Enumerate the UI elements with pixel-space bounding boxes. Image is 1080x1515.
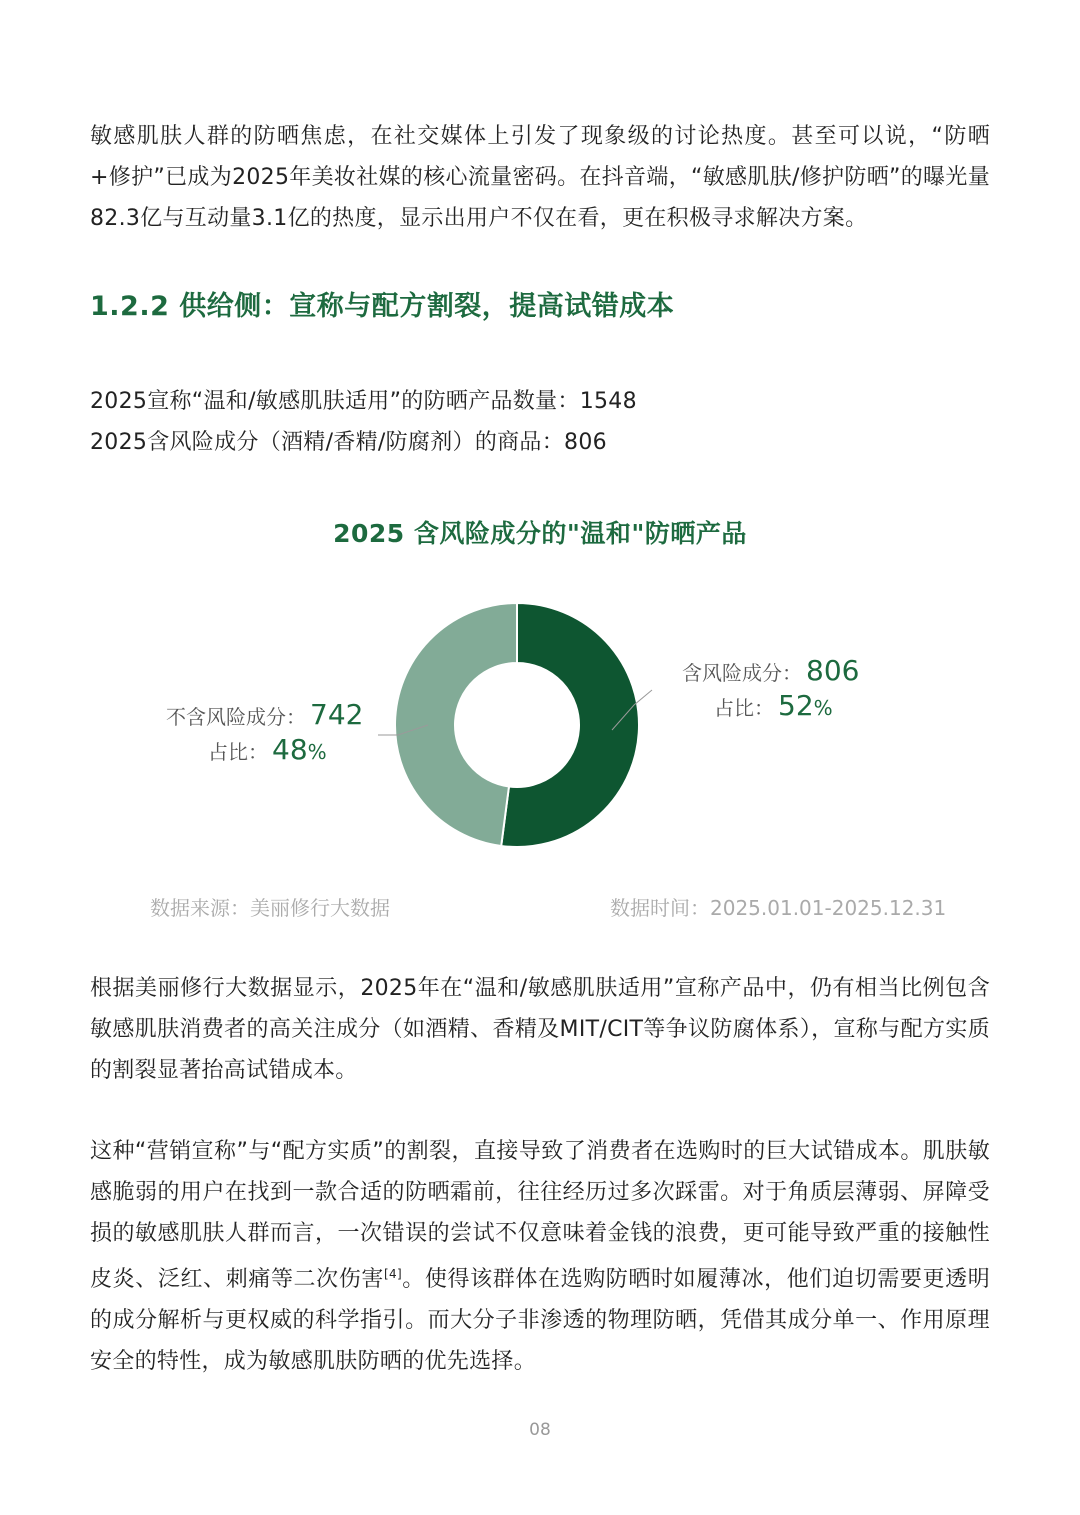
intro-paragraph: 敏感肌肤人群的防晒焦虑，在社交媒体上引发了现象级的讨论热度。甚至可以说，“防晒+修护”已成为2025年美妆社媒的核心流量密码。在抖音端，“敏感肌肤/修护防晒”的曝光量82.3亿与互动量3.1亿的热度，显示出用户不仅在看，更在积极寻求解决方案。: [90, 124, 990, 231]
donut-slice-0: [501, 603, 639, 847]
share-label: 占比：: [208, 740, 268, 764]
chart-title: 2025 含风险成分的"温和"防晒产品: [333, 519, 747, 548]
label-separator: ：: [286, 705, 306, 729]
slice-name: 不含风险成分: [166, 705, 286, 729]
donut-slice-1: [395, 603, 517, 846]
conclusion-text-part1: 这种“营销宣称”与“配方实质”的割裂，直接导致了消费者在选购时的巨大试错成本。肌肤敏感脆弱的用户在找到一款合适的防晒霜前，往往经历过多次踩雷。对于角质层薄弱、屏障受损的敏感肌肤人群而言，一次错误的尝试不仅意味着金钱的浪费，更可能导致严重的接触性皮炎、泛红、刺痛等二次伤害: [90, 1139, 990, 1292]
analysis-paragraph: 根据美丽修行大数据显示，2025年在“温和/敏感肌肤适用”宣称产品中，仍有相当比例包含敏感肌肤消费者的高关注成分（如酒精、香精及MIT/CIT等争议防腐体系），宣称与配方实质的割裂显著抬高试错成本。: [90, 976, 990, 1083]
donut-chart: [0, 560, 1080, 900]
stat-value: 806: [564, 430, 607, 455]
stat-label: 2025宣称“温和/敏感肌肤适用”的防晒产品数量：: [90, 389, 580, 414]
conclusion-text-part2: 。使得该群体在选购防晒时如履薄冰，他们迫切需要更透明的成分解析与更权威的科学指引。而大分子非渗透的物理防晒，凭借其成分单一、作用原理安全的特性，成为敏感肌肤防晒的优先选择。: [90, 1267, 990, 1374]
stat-value: 1548: [579, 389, 637, 414]
section-heading: 1.2.2 供给侧：宣称与配方割裂，提高试错成本: [90, 291, 675, 322]
slice-value: 806: [806, 654, 860, 687]
share-label: 占比：: [714, 696, 774, 720]
data-source: 数据来源：美丽修行大数据: [150, 896, 390, 920]
stat-label: 2025含风险成分（酒精/香精/防腐剂）的商品：: [90, 430, 565, 455]
slice-label-risk: [682, 654, 859, 722]
slice-value: 742: [310, 698, 364, 731]
percent-suffix: %: [813, 696, 833, 720]
slice-percent: 52: [778, 689, 814, 722]
percent-suffix: %: [307, 740, 327, 764]
slice-name: 含风险成分: [682, 661, 782, 685]
slice-percent: 48: [272, 733, 308, 766]
stat-line-claimed-products: [90, 384, 637, 415]
page-number: 08: [529, 1420, 551, 1440]
reference-marker: [4]: [384, 1267, 402, 1281]
data-period: 数据时间：2025.01.01-2025.12.31: [610, 896, 947, 920]
stat-line-risk-products: [90, 425, 607, 456]
conclusion-paragraph: [90, 1131, 990, 1382]
slice-label-no-risk: [166, 698, 363, 766]
label-separator: ：: [782, 661, 802, 685]
